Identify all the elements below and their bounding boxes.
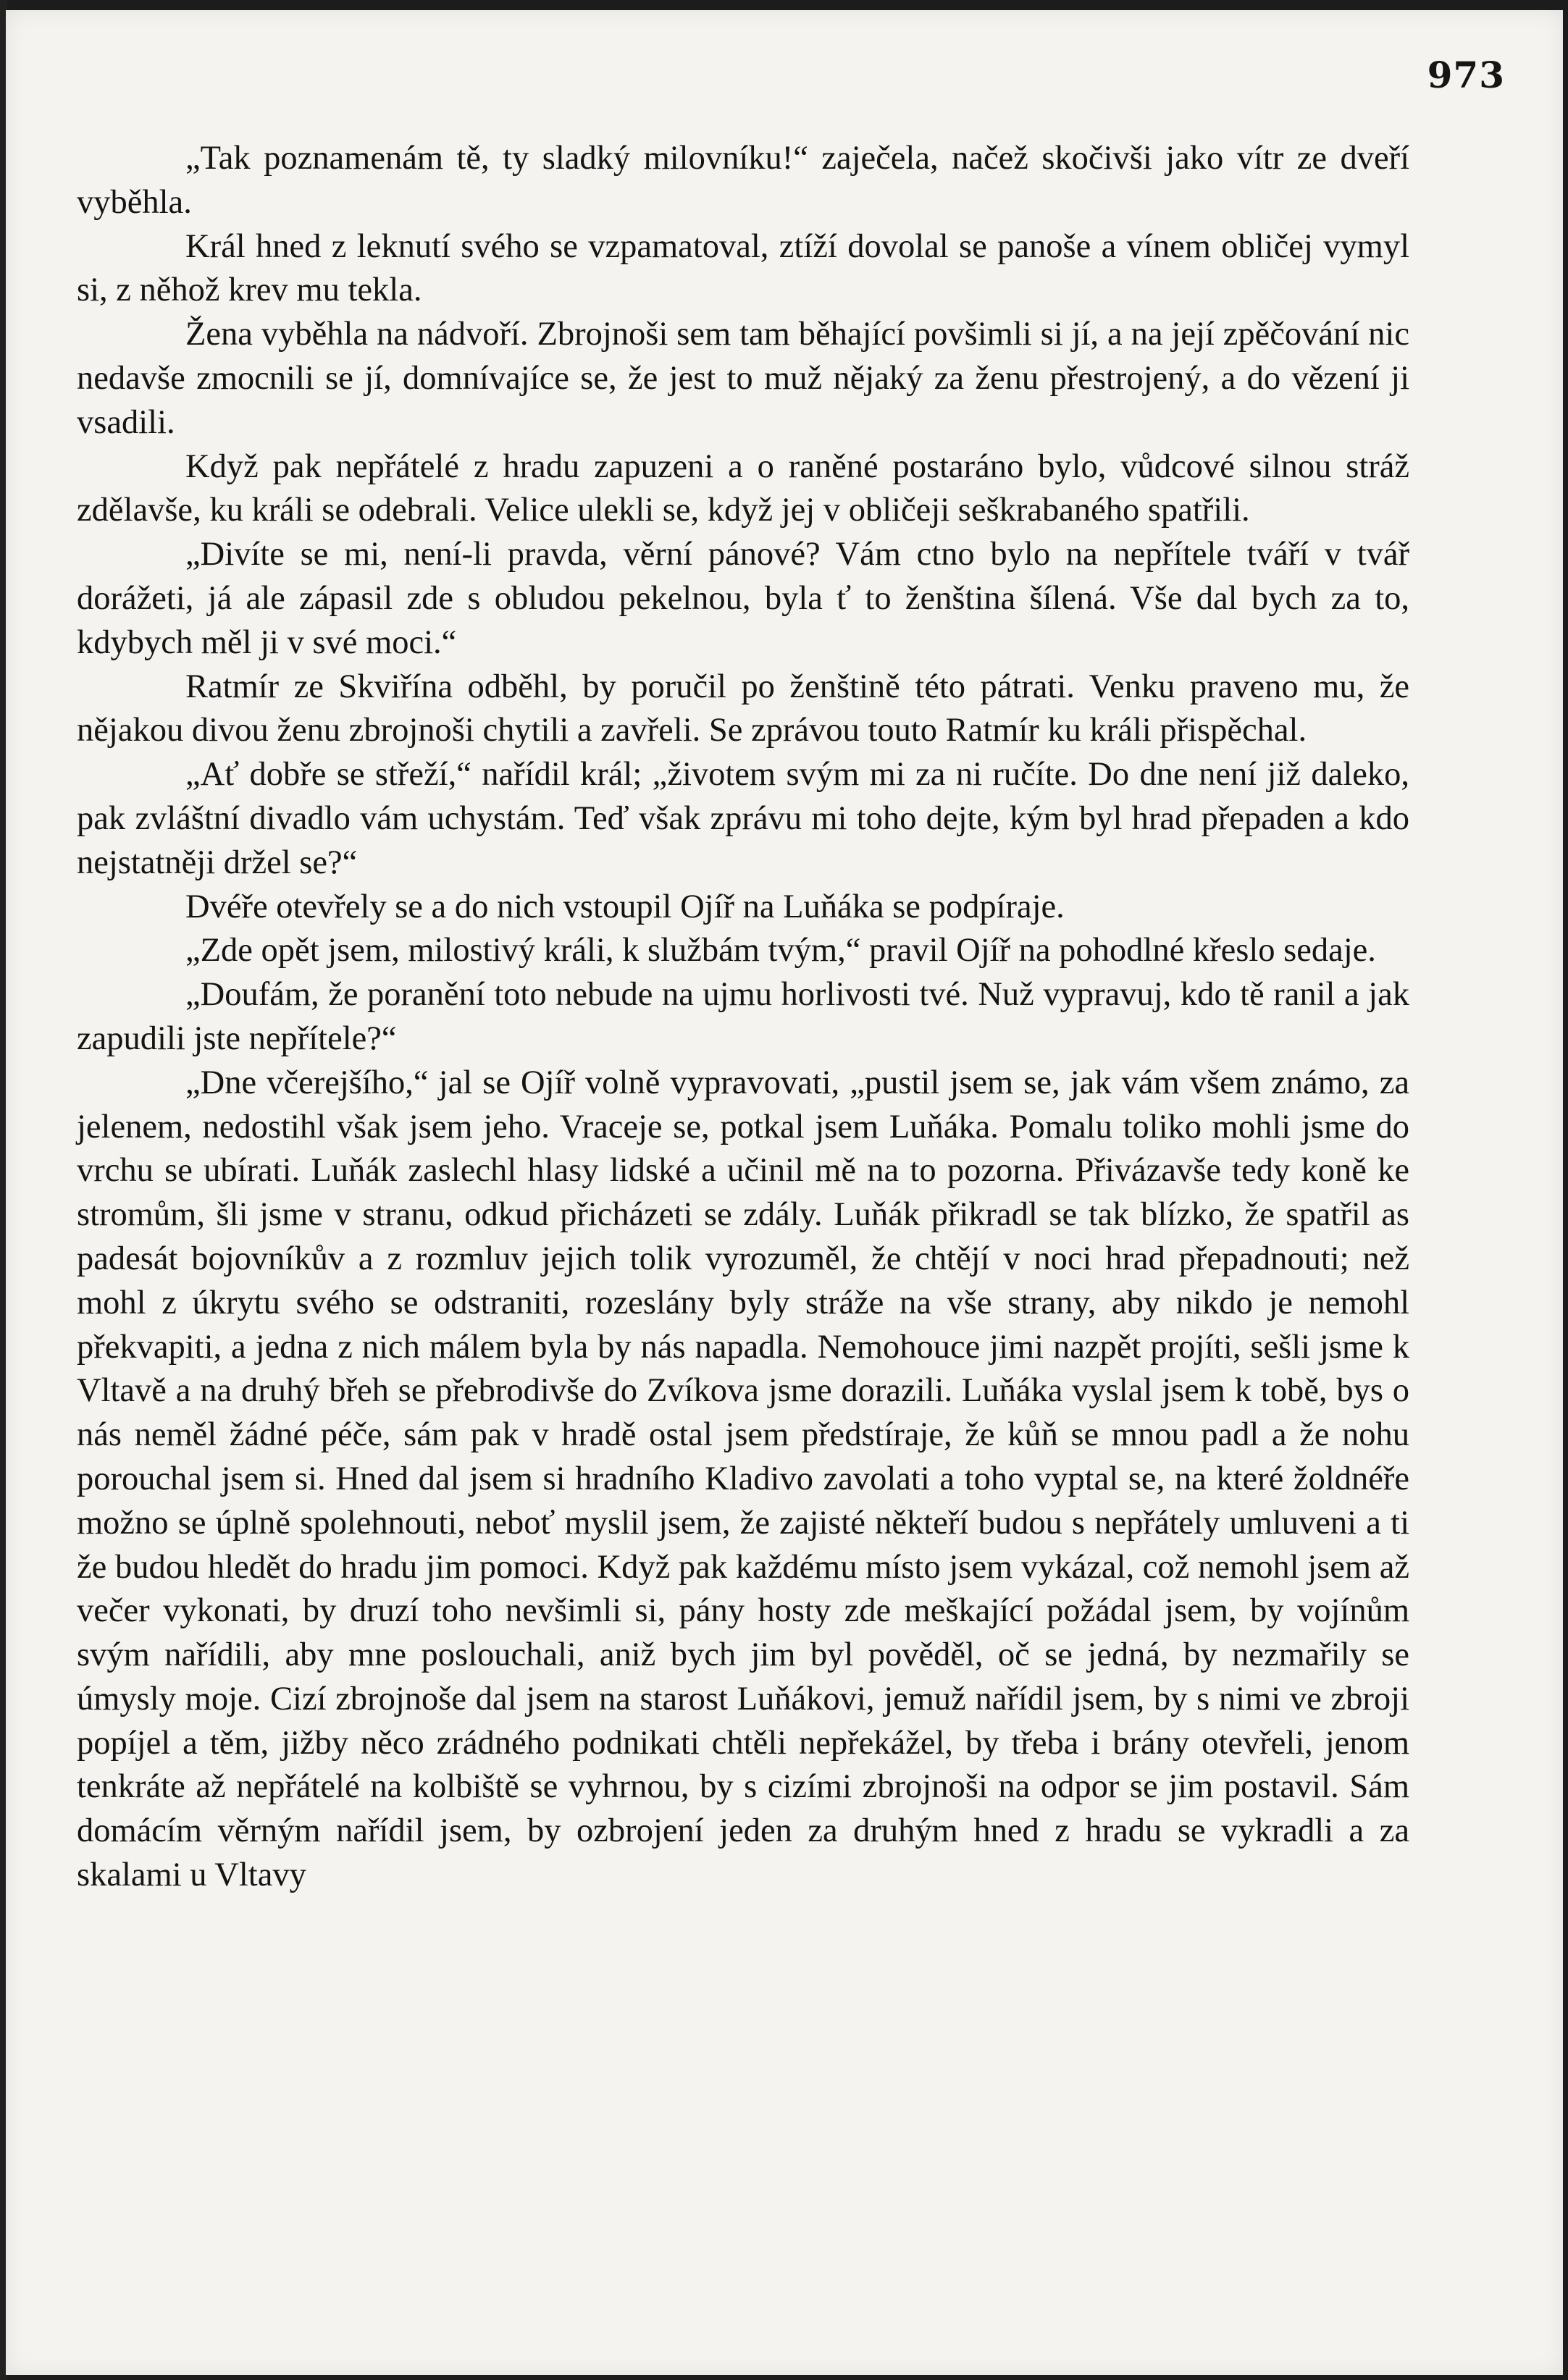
paragraph: „Doufám, že poranění toto nebude na ujmu horlivosti tvé. Nuž vypravuj, kdo tě ranil a jak zapudili jste nepřítele?“ bbox=[77, 976, 1409, 1057]
paragraph: Žena vyběhla na nádvoří. Zbrojnoši sem tam běhající povšimli si jí, a na její zpěčování nic nedavše zmocnili se jí, domnívajíce se, že jest to muž nějaký za ženu přestrojený, a do vězení ji vsadili. bbox=[77, 316, 1409, 441]
paragraph: „Ať dobře se střeží,“ nařídil král; „životem svým mi za ni ručíte. Do dne není již daleko, pak zvláštní divadlo vám uchystám. Teď však zprávu mi toho dejte, kým byl hrad přepaden a kdo nejstatněji držel se?“ bbox=[77, 756, 1409, 881]
paragraph: „Zde opět jsem, milostivý králi, k službám tvým,“ pravil Ojíř na pohodlné křeslo sedaje. bbox=[185, 932, 1376, 970]
paragraph: „Tak poznamenám tě, ty sladký milovníku!“ zaječela, načež skočivši jako vítr ze dveří vyběhla. bbox=[77, 140, 1409, 221]
paragraph: Král hned z leknutí svého se vzpamatoval, ztíží dovolal se panoše a vínem obličej vymyl si, z něhož krev mu tekla. bbox=[77, 227, 1409, 309]
paragraph: Ratmír ze Skviřína odběhl, by poručil po ženštině této pátrati. Venku praveno mu, že nějakou divou ženu zbrojnoši chytili a zavřeli. Se zprávou touto Ratmír ku králi přispěchal. bbox=[77, 668, 1409, 749]
paragraph: „Divíte se mi, není-li pravda, věrní pánové? Vám ctno bylo na nepřítele tváří v tvář dorážeti, já ale zápasil zde s obludou pekelnou, byla ť to ženština šílená. Vše dal bych za to, kdybych měl ji v své moci.“ bbox=[77, 536, 1409, 661]
body-text bbox=[77, 137, 1409, 1898]
paragraph: Dvéře otevřely se a do nich vstoupil Ojíř na Luňáka se podpíraje. bbox=[185, 888, 1065, 925]
page-number: 973 bbox=[1427, 54, 1505, 96]
book-page bbox=[6, 10, 1563, 2375]
paragraph: Když pak nepřátelé z hradu zapuzeni a o raněné postaráno bylo, vůdcové silnou stráž zdělavše, ku králi se odebrali. Velice ulekli se, když jej v obličeji seškrabaného spatřili. bbox=[77, 447, 1409, 529]
paragraph: „Dne včerejšího,“ jal se Ojíř volně vypravovati, „pustil jsem se, jak vám všem známo, za jelenem, nedostihl však jsem jeho. Vraceje se, potkal jsem Luňáka. Pomalu toliko mohli jsme do vrchu se ubírati. Luňák zaslechl hlasy lidské a učinil mě na to pozorna. Přivázavše tedy koně ke stromům, šli jsme v stranu, odkud přicházeti se zdály. Luňák přikradl se tak blízko, že spatřil as padesát bojovníkův a z rozmluv jejich tolik vyrozuměl, že chtějí v noci hrad přepadnouti; než mohl z úkrytu svého se odstraniti, rozeslány byly stráže na vše strany, aby nikdo je nemohl překvapiti, a jedna z nich málem byla by nás napadla. Nemohouce jimi nazpět projíti, sešli jsme k Vltavě a na druhý břeh se přebrodivše do Zvíkova jsme dorazili. Luňáka vyslal jsem k tobě, bys o nás neměl žádné péče, sám pak v hradě ostal jsem předstíraje, že kůň se mnou padl a že nohu porouchal jsem si. Hned dal jsem si hradního Kladivo zavolati a toho vyptal se, na které žoldnéře možno se úplně spolehnouti, neboť myslil jsem, že zajisté někteří budou s nepřátely umluveni a ti že budou hledět do hradu jim pomoci. Když pak každému místo jsem vykázal, což nemohl jsem až večer vykonati, by druzí toho nevšimli si, pány hosty zde meškající požádal jsem, by vojínům svým nařídili, aby mne poslouchali, aniž bych jim byl pověděl, oč se jedná, by nezmařily se úmysly moje. Cizí zbrojnoše dal jsem na starost Luňákovi, jemuž nařídil jsem, by s nimi ve zbroji popíjel a těm, jižby něco zrádného podnikati chtěli nepřekážel, by třeba i brány otevřeli, jenom tenkráte až nepřátelé na kolbiště se vyhrnou, by s cizími zbrojnoši na odpor se jim postavil. Sám domácím věrným nařídil jsem, by ozbrojení jeden za druhým hned z hradu se vykradli a za skalami u Vltavy bbox=[77, 1064, 1409, 1894]
